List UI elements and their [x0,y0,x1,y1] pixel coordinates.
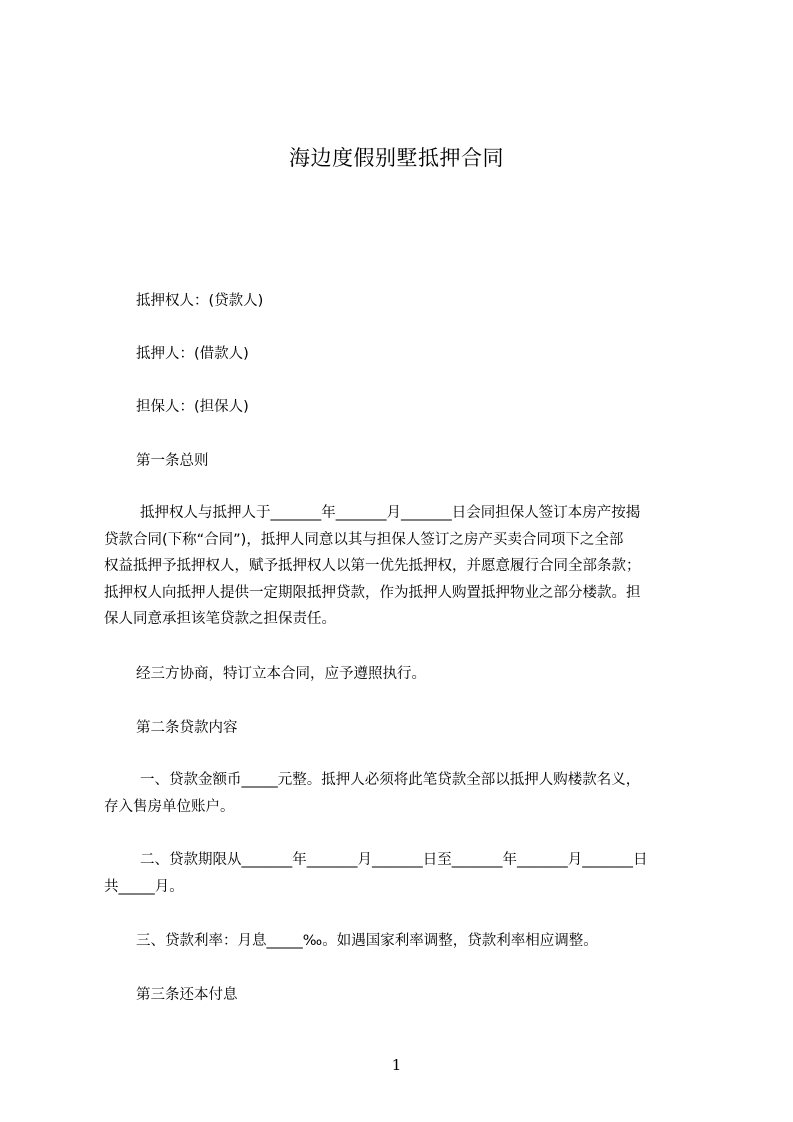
article-1-line: 保人同意承担该笔贷款之担保责任。 [104,611,336,627]
article-1-line: 抵押权人与抵押人于_______年_______月_______日会同担保人签订本房产按揭 [140,505,641,521]
article-1-closing: 经三方协商，特订立本合同，应予遵照执行。 [136,666,426,682]
document-title: 海边度假别墅抵押合同 [289,146,504,170]
article-1-line: 贷款合同(下称“合同”)，抵押人同意以其与担保人签订之房产买卖合同项下之全部 [104,531,624,548]
article-2-item-1-line: 一、贷款金额币_____元整。抵押人必须将此笔贷款全部以抵押人购楼款名义， [140,772,641,788]
page-number: 1 [391,1056,402,1074]
article-1-line: 权益抵押予抵押权人，赋予抵押权人以第一优先抵押权，并愿意履行合同全部条款； [104,558,641,574]
article-1-body [104,500,641,633]
article-2-item-2-line: 共_____月。 [104,878,184,895]
article-1-line: 抵押权人向抵押人提供一定期限抵押贷款，作为抵押人购置抵押物业之部分楼款。担 [104,584,641,601]
party-mortgagee: 抵押权人：(贷款人) [136,293,264,309]
party-mortgagor: 抵押人：(借款人) [136,346,249,362]
party-guarantor: 担保人：(担保人) [136,399,249,415]
article-2-item-1-line: 存入售房单位账户。 [104,798,235,815]
article-2-item-1 [104,767,640,820]
article-3-heading: 第三条还本付息 [136,987,238,1003]
article-2-item-2-line: 二、贷款期限从_______年_______月_______日至_______年_______月_______日 [140,852,648,868]
article-1-heading: 第一条总则 [136,453,209,469]
article-2-item-2 [104,847,648,900]
article-2-heading: 第二条贷款内容 [136,720,238,736]
article-2-item-3: 三、贷款利率：月息_____‰。如遇国家利率调整，贷款利率相应调整。 [136,933,598,949]
